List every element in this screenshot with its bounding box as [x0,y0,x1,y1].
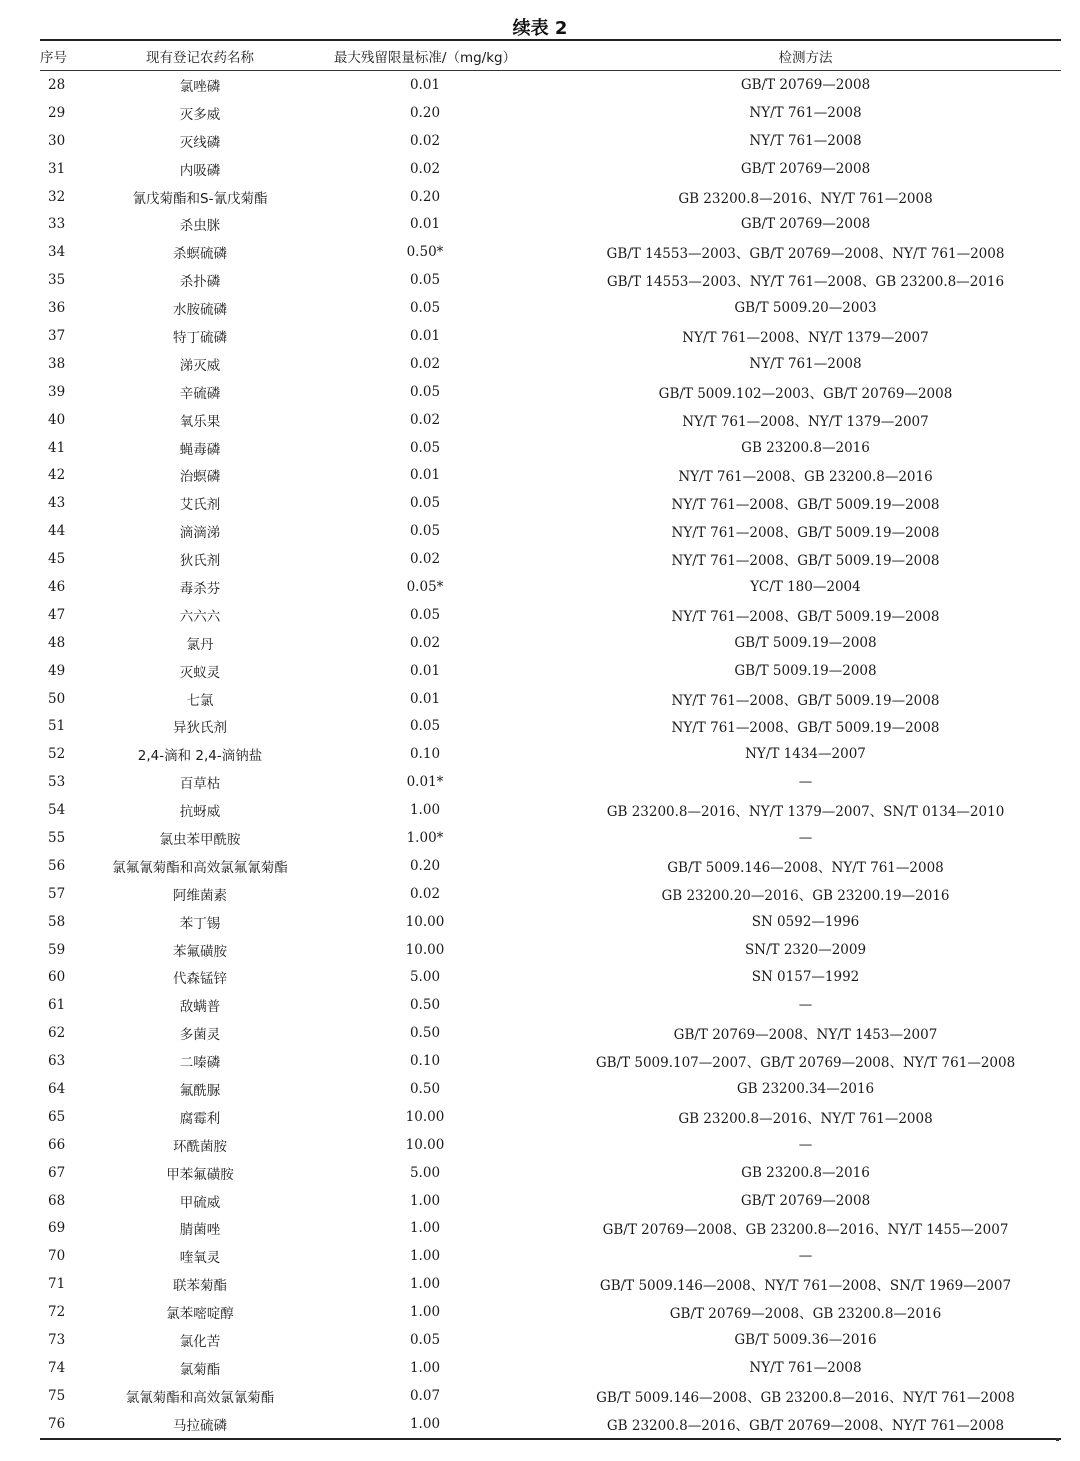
cell-pesticide-name: 阿维菌素 [173,887,227,904]
cell-detection-method: GB 23200.8—2016、GB/T 20769—2008、NY/T 761—2008 [606,1417,1005,1434]
cell-max-residue-limit: 1.00 [409,1248,441,1265]
cell-detection-method: NY/T 761—2008、GB/T 5009.19—2008 [671,720,940,737]
table-row [40,1298,1061,1326]
cell-max-residue-limit: 0.02 [409,634,441,651]
cell-max-residue-limit: 0.05 [409,718,441,735]
header-serial-number: 序号 [40,40,100,71]
table-body [40,71,1061,1439]
cell-serial-number: 46 [48,578,66,595]
cell-detection-method: NY/T 761—2008、GB/T 5009.19—2008 [671,525,940,542]
cell-serial-number: 47 [48,606,66,623]
cell-detection-method: GB 23200.34—2016 [736,1081,875,1097]
cell-max-residue-limit: 0.50 [409,1081,441,1097]
table-row [40,266,1061,294]
cell-pesticide-name: 2,4-滴和 2,4-滴钠盐 [137,748,263,765]
cell-serial-number: 62 [48,1025,66,1042]
cell-max-residue-limit: 1.00 [409,1415,441,1432]
cell-serial-number: 76 [48,1415,66,1432]
table-row [40,1410,1061,1439]
cell-serial-number: 49 [48,662,66,679]
table-row [40,1075,1061,1103]
cell-pesticide-name: 内吸磷 [179,162,221,179]
cell-serial-number: 42 [48,467,66,484]
cell-detection-method: GB 23200.8—2016、NY/T 1379—2007、SN/T 0134—2010 [606,804,1005,821]
cell-serial-number: 74 [48,1359,66,1376]
cell-max-residue-limit: 5.00 [409,1164,441,1181]
table-row [40,685,1061,713]
cell-serial-number: 45 [48,551,66,568]
cell-detection-method: GB/T 5009.19—2008 [734,634,877,651]
cell-max-residue-limit: 0.50 [409,1025,441,1042]
cell-serial-number: 35 [48,272,66,289]
cell-serial-number: 61 [48,997,66,1014]
cell-detection-method: NY/T 761—2008、GB/T 5009.19—2008 [671,608,940,625]
cell-max-residue-limit: 1.00 [409,1276,441,1293]
cell-serial-number: 72 [48,1304,66,1321]
cell-max-residue-limit: 0.02 [409,355,441,372]
cell-serial-number: 38 [48,355,66,372]
cell-serial-number: 52 [48,746,66,763]
cell-detection-method: NY/T 761—2008、GB 23200.8—2016 [678,469,933,486]
cell-pesticide-name: 氧乐果 [179,413,221,430]
table-row [40,1019,1061,1047]
cell-max-residue-limit: 10.00 [405,913,445,930]
cell-max-residue-limit: 1.00* [406,829,444,846]
table-caption: 续表 2 [512,18,568,39]
cell-max-residue-limit: 10.00 [405,941,445,958]
table-row [40,573,1061,601]
cell-serial-number: 29 [48,104,66,121]
table-row [40,991,1061,1019]
cell-serial-number: 36 [48,300,66,317]
cell-pesticide-name: 马拉硫磷 [173,1417,227,1434]
cell-serial-number: 44 [48,523,66,540]
cell-pesticide-name: 敌螨普 [179,999,221,1016]
cell-pesticide-name: 苯丁锡 [179,915,221,932]
cell-serial-number: 73 [48,1332,66,1349]
cell-max-residue-limit: 0.50 [409,997,441,1014]
cell-serial-number: 59 [48,941,66,958]
cell-pesticide-name: 滴滴涕 [179,525,221,542]
cell-detection-method: GB/T 20769—2008 [740,76,871,93]
cell-max-residue-limit: 0.05 [409,439,441,456]
cell-serial-number: 39 [48,383,66,400]
header-max-residue-limit: 最大残留限量标准/（mg/kg） [300,40,550,71]
table-row [40,1047,1061,1075]
table-row [40,852,1061,880]
cell-detection-method: SN/T 2320—2009 [744,941,867,958]
cell-pesticide-name: 杀虫脒 [179,218,221,235]
cell-max-residue-limit: 0.01 [409,690,441,707]
cell-max-residue-limit: 0.20 [409,857,441,874]
table-row [40,1382,1061,1410]
pesticide-residue-table [40,39,1061,1440]
cell-serial-number: 54 [48,802,66,819]
table-row [40,964,1061,992]
table-row [40,1242,1061,1270]
table-row [40,434,1061,462]
cell-pesticide-name: 特丁硫磷 [173,329,227,346]
table-row [40,824,1061,852]
table-row [40,1131,1061,1159]
cell-serial-number: 64 [48,1081,66,1097]
cell-pesticide-name: 七氯 [186,692,214,709]
cell-max-residue-limit: 0.02 [409,132,441,149]
table-row [40,880,1061,908]
cell-detection-method: — [798,829,813,846]
cell-detection-method: GB/T 20769—2008、GB 23200.8—2016、NY/T 1455—2007 [602,1222,1009,1239]
table-row [40,629,1061,657]
cell-max-residue-limit: 0.01 [409,216,441,233]
table-row [40,740,1061,768]
cell-pesticide-name: 喹氧灵 [179,1250,221,1267]
cell-pesticide-name: 苯氟磺胺 [173,943,227,960]
table-row [40,712,1061,740]
cell-detection-method: SN 0157—1992 [751,969,860,986]
cell-max-residue-limit: 0.01* [406,774,444,791]
table-row [40,768,1061,796]
cell-serial-number: 71 [48,1276,66,1293]
cell-serial-number: 33 [48,216,66,233]
table-row [40,294,1061,322]
cell-detection-method: NY/T 761—2008 [749,1359,862,1376]
cell-detection-method: GB/T 20769—2008 [740,216,871,233]
cell-detection-method: NY/T 761—2008、NY/T 1379—2007 [682,329,929,346]
cell-max-residue-limit: 0.07 [409,1387,441,1404]
cell-serial-number: 30 [48,132,66,149]
cell-max-residue-limit: 0.05* [406,578,444,595]
cell-pesticide-name: 环酰菌胺 [173,1138,227,1155]
cell-max-residue-limit: 0.02 [409,160,441,177]
cell-max-residue-limit: 0.05 [409,1332,441,1349]
cell-pesticide-name: 多菌灵 [179,1027,221,1044]
cell-serial-number: 75 [48,1387,66,1404]
cell-pesticide-name: 甲硫威 [179,1194,221,1211]
cell-detection-method: NY/T 761—2008 [749,355,862,372]
cell-max-residue-limit: 10.00 [405,1108,445,1125]
table-row [40,1215,1061,1243]
table-row [40,1270,1061,1298]
cell-pesticide-name: 毒杀芬 [179,580,221,597]
cell-pesticide-name: 水胺硫磷 [173,302,227,319]
cell-detection-method: — [798,774,813,791]
cell-serial-number: 50 [48,690,66,707]
cell-pesticide-name: 氟酰脲 [179,1083,221,1099]
cell-detection-method: SN 0592—1996 [751,913,860,930]
table-row [40,545,1061,573]
cell-detection-method: GB/T 5009.146—2008、NY/T 761—2008、SN/T 1969—2007 [599,1278,1012,1295]
cell-serial-number: 68 [48,1192,66,1209]
table-header-row [40,40,1061,71]
cell-max-residue-limit: 0.05 [409,523,441,540]
cell-pesticide-name: 狄氏剂 [179,553,221,570]
page-mark [1056,1438,1059,1441]
cell-detection-method: NY/T 761—2008 [749,132,862,149]
cell-detection-method: GB/T 5009.20—2003 [734,300,877,317]
cell-pesticide-name: 氯丹 [186,636,214,653]
table-row [40,1103,1061,1131]
table-row [40,210,1061,238]
cell-serial-number: 48 [48,634,66,651]
table-row [40,322,1061,350]
cell-pesticide-name: 氯唑磷 [179,78,221,95]
cell-pesticide-name: 灭线磷 [179,134,221,151]
table-row [40,517,1061,545]
cell-detection-method: YC/T 180—2004 [750,578,861,595]
cell-pesticide-name: 百草枯 [179,776,221,793]
cell-serial-number: 41 [48,439,66,456]
cell-max-residue-limit: 0.10 [409,746,441,763]
cell-detection-method: NY/T 1434—2007 [745,746,866,763]
cell-serial-number: 34 [48,244,66,261]
cell-detection-method: NY/T 761—2008、NY/T 1379—2007 [682,413,929,430]
cell-pesticide-name: 蝇毒磷 [179,441,221,458]
cell-serial-number: 70 [48,1248,66,1265]
cell-max-residue-limit: 0.02 [409,551,441,568]
table-row [40,183,1061,211]
cell-pesticide-name: 辛硫磷 [179,385,221,402]
cell-detection-method: GB 23200.8—2016、NY/T 761—2008 [678,1110,933,1127]
cell-detection-method: GB/T 5009.36—2016 [734,1332,877,1349]
cell-serial-number: 51 [48,718,66,735]
cell-max-residue-limit: 0.05 [409,606,441,623]
cell-max-residue-limit: 0.50* [406,244,444,261]
table-row [40,489,1061,517]
cell-serial-number: 32 [48,188,66,205]
cell-detection-method: NY/T 761—2008、GB/T 5009.19—2008 [671,692,940,709]
cell-detection-method: GB 23200.8—2016 [741,1164,870,1181]
cell-pesticide-name: 抗蚜威 [179,804,221,821]
cell-pesticide-name: 艾氏剂 [179,497,221,514]
table-row [40,461,1061,489]
cell-detection-method: — [798,997,813,1014]
cell-max-residue-limit: 0.01 [409,76,441,93]
header-detection-method: 检测方法 [550,40,1061,71]
cell-pesticide-name: 氯氟氰菊酯和高效氯氟氰菊酯 [112,859,288,876]
cell-serial-number: 66 [48,1136,66,1153]
cell-detection-method: NY/T 761—2008、GB/T 5009.19—2008 [671,553,940,570]
cell-serial-number: 60 [48,969,66,986]
cell-pesticide-name: 氯虫苯甲酰胺 [159,831,241,848]
table-row [40,601,1061,629]
cell-pesticide-name: 氰戊菊酯和S-氰戊菊酯 [132,190,268,207]
cell-serial-number: 28 [48,76,66,93]
cell-detection-method: GB/T 5009.146—2008、GB 23200.8—2016、NY/T 761—2008 [596,1389,1015,1406]
cell-max-residue-limit: 1.00 [409,1220,441,1237]
table-row [40,238,1061,266]
cell-detection-method: GB/T 20769—2008、GB 23200.8—2016 [669,1306,942,1323]
cell-detection-method: NY/T 761—2008、GB/T 5009.19—2008 [671,497,940,514]
cell-detection-method: — [798,1136,813,1153]
table-row [40,378,1061,406]
table-row [40,908,1061,936]
cell-serial-number: 65 [48,1108,66,1125]
cell-max-residue-limit: 0.05 [409,383,441,400]
cell-detection-method: GB/T 5009.102—2003、GB/T 20769—2008 [658,385,953,402]
cell-pesticide-name: 六六六 [179,608,221,625]
table-row [40,155,1061,183]
table-row [40,936,1061,964]
cell-detection-method: GB/T 20769—2008 [740,1192,871,1209]
cell-max-residue-limit: 1.00 [409,802,441,819]
cell-pesticide-name: 涕灭威 [179,357,221,374]
cell-max-residue-limit: 0.01 [409,327,441,344]
cell-detection-method: GB 23200.20—2016、GB 23200.19—2016 [661,887,950,904]
cell-detection-method: GB/T 14553—2003、NY/T 761—2008、GB 23200.8—2016 [606,274,1005,291]
cell-pesticide-name: 腐霉利 [179,1110,221,1127]
cell-detection-method: GB/T 20769—2008、NY/T 1453—2007 [673,1027,938,1044]
cell-detection-method: GB 23200.8—2016 [741,439,870,456]
cell-pesticide-name: 甲苯氟磺胺 [166,1166,234,1183]
cell-serial-number: 67 [48,1164,66,1181]
cell-detection-method: GB/T 20769—2008 [740,160,871,177]
cell-max-residue-limit: 10.00 [405,1136,445,1153]
cell-max-residue-limit: 0.02 [409,885,441,902]
table-row [40,657,1061,685]
cell-pesticide-name: 联苯菊酯 [173,1278,227,1295]
cell-pesticide-name: 氯化苦 [179,1334,221,1351]
cell-serial-number: 37 [48,327,66,344]
cell-detection-method: GB/T 5009.146—2008、NY/T 761—2008 [667,859,944,876]
cell-max-residue-limit: 0.05 [409,272,441,289]
table-row [40,796,1061,824]
cell-serial-number: 53 [48,774,66,791]
cell-detection-method: GB/T 5009.19—2008 [734,662,877,679]
cell-pesticide-name: 治螟磷 [179,469,221,486]
cell-pesticide-name: 代森锰锌 [173,971,227,988]
cell-serial-number: 55 [48,829,66,846]
cell-serial-number: 57 [48,885,66,902]
cell-detection-method: — [798,1248,813,1265]
table-row [40,1187,1061,1215]
table-row [40,99,1061,127]
cell-pesticide-name: 氯菊酯 [179,1361,221,1378]
cell-detection-method: GB 23200.8—2016、NY/T 761—2008 [678,190,933,207]
cell-serial-number: 56 [48,857,66,874]
cell-serial-number: 31 [48,160,66,177]
cell-max-residue-limit: 0.05 [409,300,441,317]
cell-pesticide-name: 二嗪磷 [179,1055,221,1072]
cell-pesticide-name: 杀螟硫磷 [173,246,227,263]
cell-pesticide-name: 氯氰菊酯和高效氯氰菊酯 [125,1389,275,1406]
cell-detection-method: NY/T 761—2008 [749,104,862,121]
table-row [40,350,1061,378]
cell-serial-number: 69 [48,1220,66,1237]
table-row [40,1354,1061,1382]
cell-max-residue-limit: 1.00 [409,1192,441,1209]
table-row [40,127,1061,155]
cell-pesticide-name: 灭多威 [179,106,221,123]
cell-pesticide-name: 杀扑磷 [179,274,221,291]
cell-detection-method: GB/T 14553—2003、GB/T 20769—2008、NY/T 761—2008 [606,246,1005,263]
table-row [40,1326,1061,1354]
cell-max-residue-limit: 0.20 [409,104,441,121]
table-row [40,406,1061,434]
cell-max-residue-limit: 0.05 [409,495,441,512]
cell-max-residue-limit: 0.10 [409,1053,441,1070]
cell-max-residue-limit: 0.02 [409,411,441,428]
header-pesticide-name: 现有登记农药名称 [100,40,300,71]
cell-pesticide-name: 腈菌唑 [179,1222,221,1239]
cell-detection-method: GB/T 5009.107—2007、GB/T 20769—2008、NY/T 761—2008 [595,1055,1016,1072]
cell-pesticide-name: 异狄氏剂 [173,720,227,737]
table-row [40,71,1061,99]
table-row [40,1159,1061,1187]
cell-max-residue-limit: 5.00 [409,969,441,986]
cell-pesticide-name: 氯苯嘧啶醇 [166,1306,234,1323]
cell-max-residue-limit: 1.00 [409,1304,441,1321]
cell-serial-number: 40 [48,411,66,428]
cell-max-residue-limit: 0.20 [409,188,441,205]
cell-max-residue-limit: 1.00 [409,1359,441,1376]
cell-serial-number: 58 [48,913,66,930]
cell-serial-number: 43 [48,495,66,512]
cell-max-residue-limit: 0.01 [409,467,441,484]
cell-serial-number: 63 [48,1053,66,1070]
cell-pesticide-name: 灭蚁灵 [179,664,221,681]
cell-max-residue-limit: 0.01 [409,662,441,679]
